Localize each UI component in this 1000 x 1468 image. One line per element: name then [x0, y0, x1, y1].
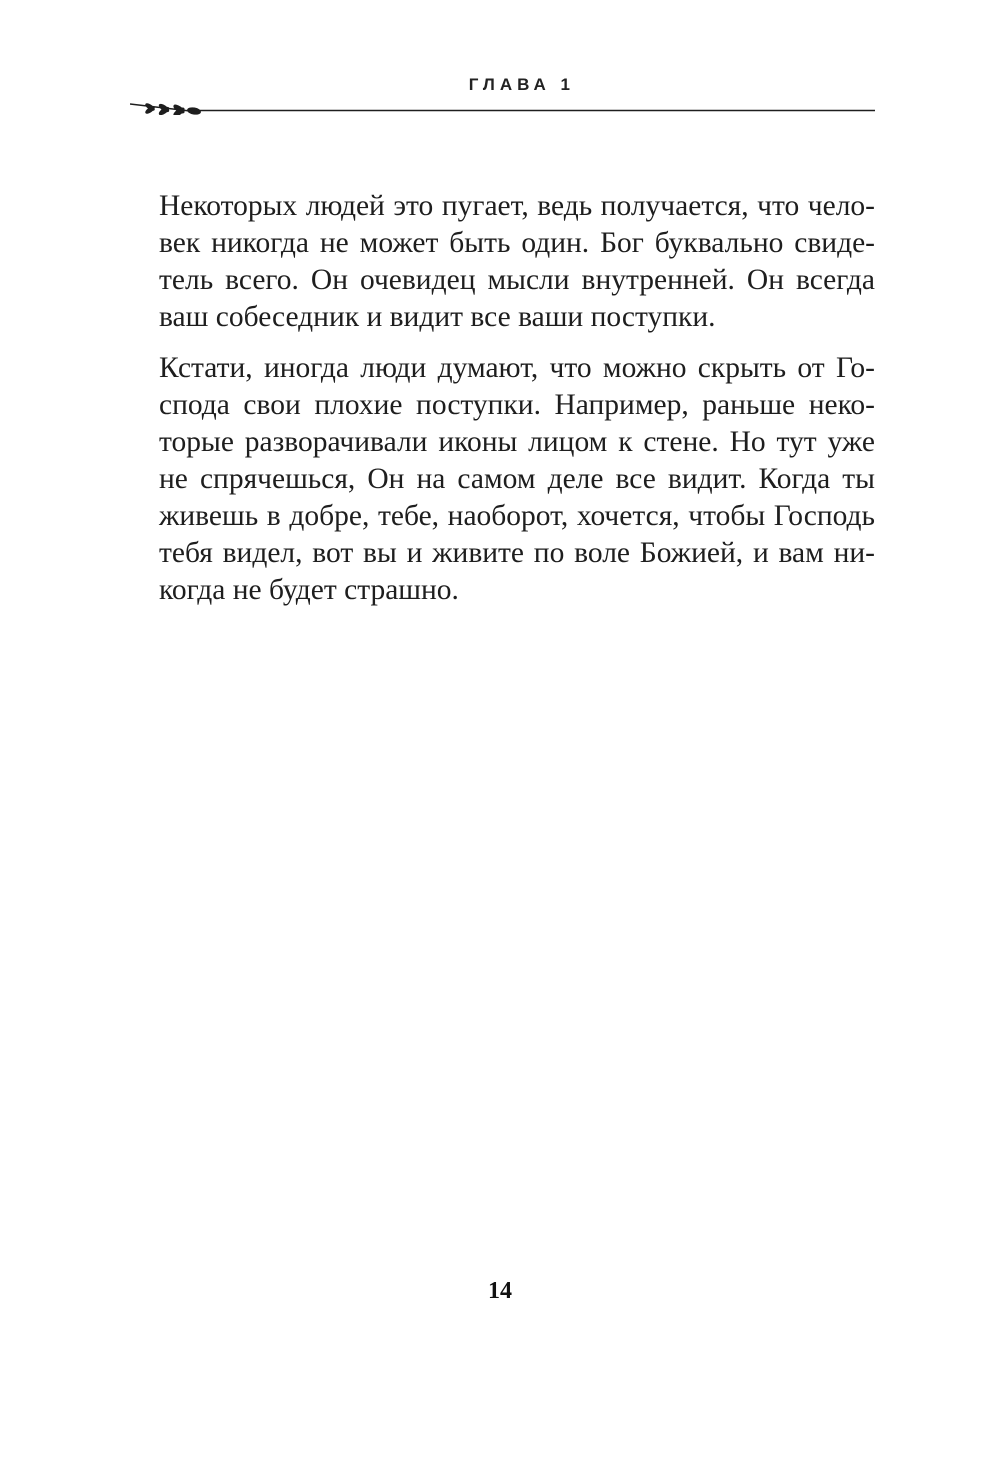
- text-line: живешь в добре, тебе, наоборот, хочется, чтобы Господь: [159, 500, 875, 532]
- text-line: не спрячешься, Он на самом деле все видит. Когда ты: [159, 463, 875, 495]
- sprig-ornament-icon: [130, 102, 201, 115]
- text-line: спода свои плохие поступки. Например, раньше неко-: [159, 389, 875, 421]
- header-rule: [130, 101, 875, 115]
- chapter-title: ГЛАВА 1: [468, 75, 575, 94]
- text-line: ваш собеседник и видит все ваши поступки.: [159, 301, 716, 333]
- text-line: тель всего. Он очевидец мысли внутренней. Он всегда: [159, 264, 875, 296]
- text-line: Кстати, иногда люди думают, что можно скрыть от Го-: [159, 352, 875, 384]
- text-line: Некоторых людей это пугает, ведь получается, что чело-: [159, 190, 875, 222]
- page-number: 14: [488, 1278, 512, 1304]
- paragraph: [159, 350, 875, 609]
- paragraph: [159, 188, 875, 336]
- text-line: тебя видел, вот вы и живите по воле Божией, и вам ни-: [159, 537, 875, 569]
- text-line: век никогда не может быть один. Бог буквально свиде-: [159, 227, 875, 259]
- body-text: [159, 188, 875, 623]
- text-line: когда не будет страшно.: [159, 574, 459, 606]
- text-line: торые разворачивали иконы лицом к стене. Но тут уже: [159, 426, 875, 458]
